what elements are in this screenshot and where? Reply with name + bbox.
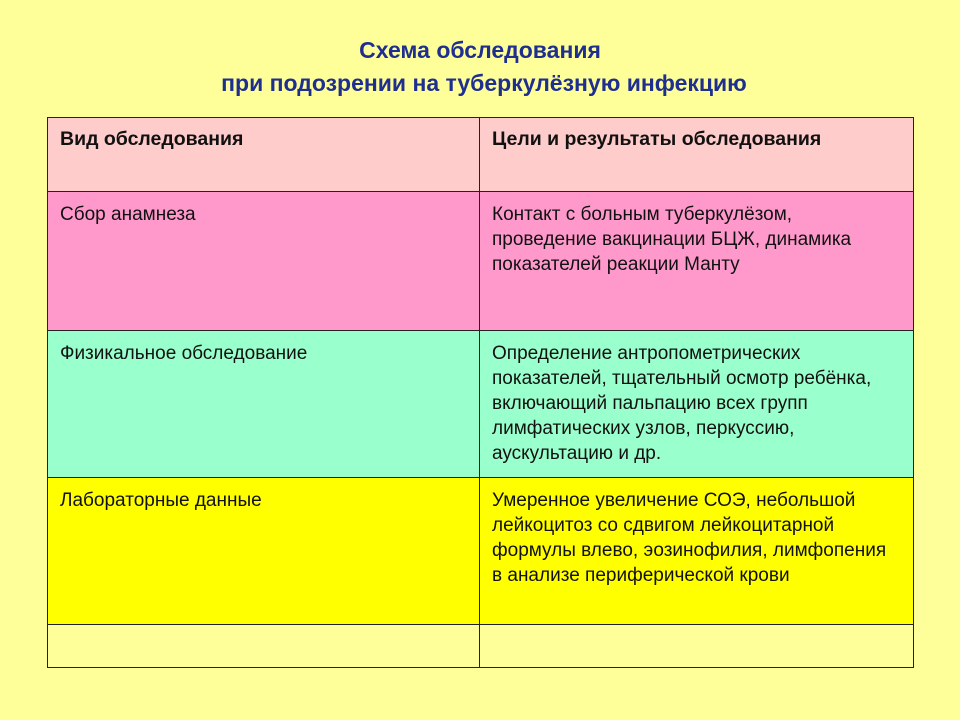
cell-exam-result: Умеренное увеличение СОЭ, небольшой лейкоцитоз со сдвигом лейкоцитарной формулы влево, эозинофилия, лимфопения в анализе периферической крови <box>480 478 914 625</box>
header-exam-type: Вид обследования <box>48 118 480 192</box>
cell-exam-type: Сбор анамнеза <box>48 192 480 331</box>
cell-exam-result: Определение антропометрических показателей, тщательный осмотр ребёнка, включающий пальпацию всех групп лимфатических узлов, перкуссию, аускультацию и др. <box>480 331 914 478</box>
examination-table <box>47 117 914 668</box>
slide-title <box>0 34 960 100</box>
table-header-row <box>48 118 914 192</box>
table-row <box>48 331 914 478</box>
cell-exam-type <box>48 625 480 668</box>
cell-exam-result: Контакт с больным туберкулёзом, проведение вакцинации БЦЖ, динамика показателей реакции Манту <box>480 192 914 331</box>
table-row-empty <box>48 625 914 668</box>
cell-exam-result <box>480 625 914 668</box>
title-line-2: при подозрении на туберкулёзную инфекцию <box>221 70 747 96</box>
title-line-1: Схема обследования <box>359 37 601 63</box>
cell-exam-type: Лабораторные данные <box>48 478 480 625</box>
table-row <box>48 478 914 625</box>
cell-exam-type: Физикальное обследование <box>48 331 480 478</box>
table-row <box>48 192 914 331</box>
header-goals-results: Цели и результаты обследования <box>480 118 914 192</box>
